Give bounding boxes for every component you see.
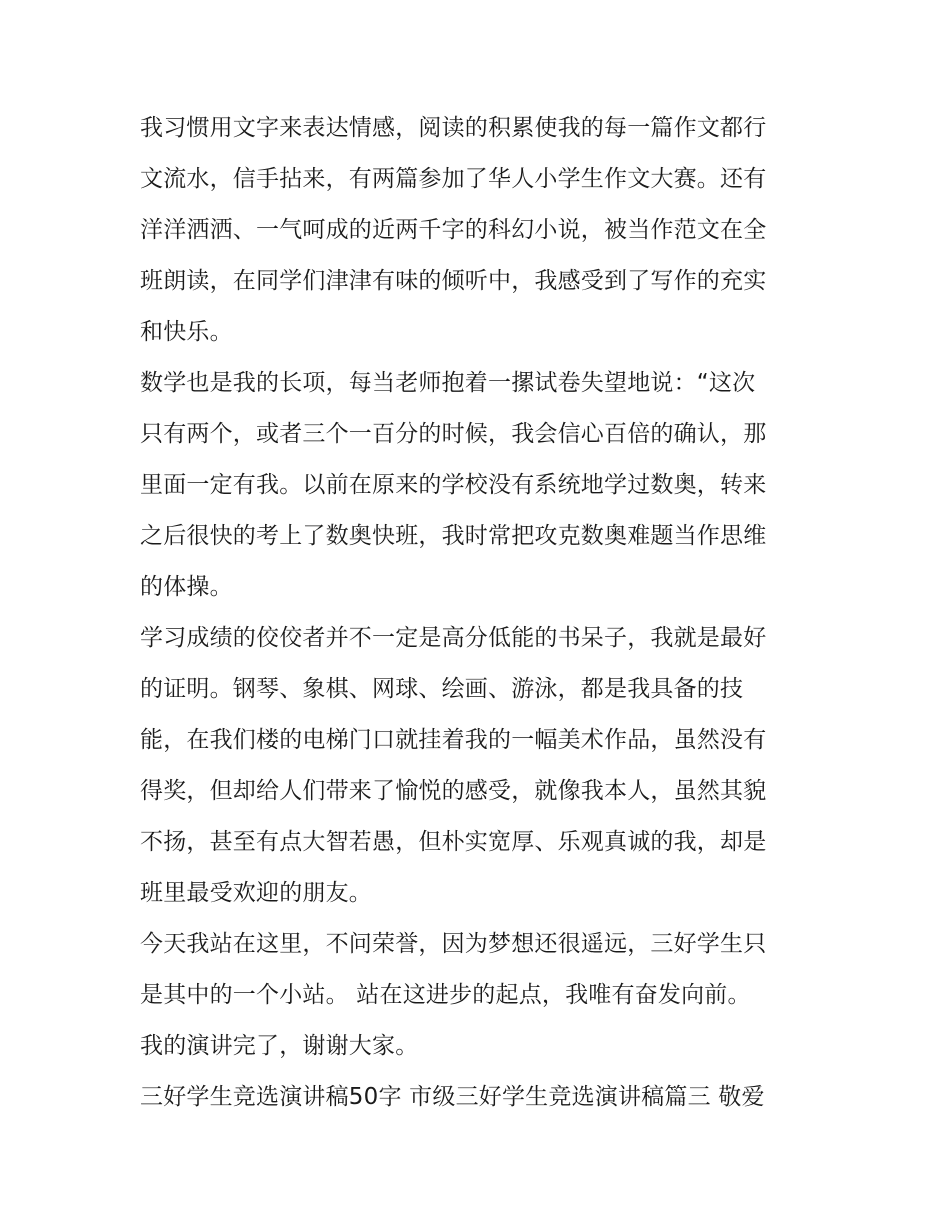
text-line: 我习惯用文字来表达情感，阅读的积累使我的每一篇作文都行 (140, 115, 767, 141)
text-line: 的证明。钢琴、象棋、网球、绘画、游泳，都是我具备的技 (140, 676, 744, 702)
text-line: 文流水，信手拈来，有两篇参加了华人小学生作文大赛。还有 (140, 166, 767, 192)
text-line: 之后很快的考上了数奥快班，我时常把攻克数奥难题当作思维 (140, 523, 767, 549)
text-line: 里面一定有我。以前在原来的学校没有系统地学过数奥，转来 (140, 472, 767, 498)
text-line: 班里最受欢迎的朋友。 (140, 880, 372, 906)
text-line: 得奖，但却给人们带来了愉悦的感受，就像我本人，虽然其貌 (140, 778, 767, 804)
text-line: 是其中的一个小站。 站在这进步的起点，我唯有奋发向前。 (140, 982, 751, 1008)
text-line: 三好学生竞选演讲稿50字 市级三好学生竞选演讲稿篇三 敬爱 (140, 1084, 765, 1110)
text-line: 不扬，甚至有点大智若愚，但朴实宽厚、乐观真诚的我，却是 (140, 829, 767, 855)
text-line: 的体操。 (140, 574, 233, 600)
text-line: 学习成绩的佼佼者并不一定是高分低能的书呆子，我就是最好 (140, 625, 767, 651)
text-line: 我的演讲完了，谢谢大家。 (140, 1033, 419, 1059)
text-line: 数学也是我的长项，每当老师抱着一摞试卷失望地说：“这次 (140, 370, 756, 396)
text-line: 能，在我们楼的电梯门口就挂着我的一幅美术作品，虽然没有 (140, 727, 767, 753)
text-line: 洋洋洒洒、一气呵成的近两千字的科幻小说，被当作范文在全 (140, 217, 767, 243)
text-line: 只有两个，或者三个一百分的时候，我会信心百倍的确认，那 (140, 421, 767, 447)
text-line: 今天我站在这里，不问荣誉，因为梦想还很遥远，三好学生只 (140, 931, 767, 957)
text-line: 和快乐。 (140, 319, 233, 345)
text-line: 班朗读，在同学们津津有味的倾听中，我感受到了写作的充实 (140, 268, 767, 294)
document-body (140, 103, 820, 1123)
